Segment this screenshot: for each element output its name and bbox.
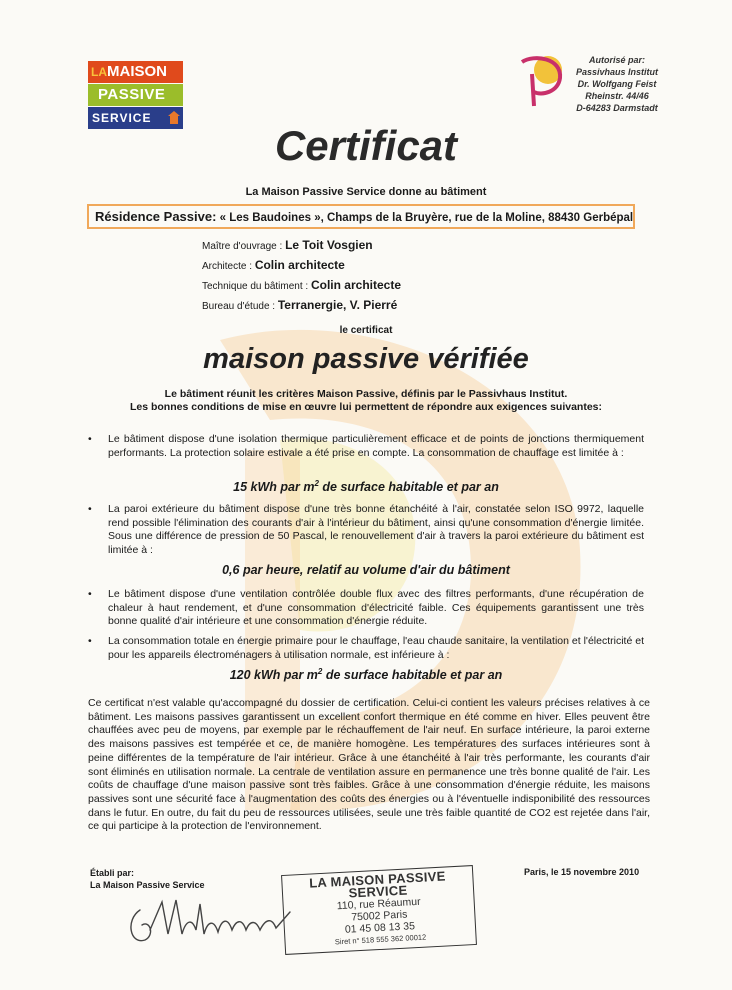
bullet-icon: • bbox=[88, 433, 92, 445]
page-title: Certificat bbox=[274, 122, 458, 169]
issued-by-value: La Maison Passive Service bbox=[90, 880, 205, 890]
issued-by bbox=[90, 867, 205, 891]
highlight-sup: 2 bbox=[317, 667, 323, 676]
list-item bbox=[88, 433, 644, 460]
bullet-icon: • bbox=[88, 588, 92, 600]
le-certificat-label: le certificat bbox=[339, 325, 393, 336]
highlight-heating bbox=[0, 479, 732, 494]
authorization-block bbox=[562, 54, 672, 114]
highlight-text: de surface habitable et par an bbox=[318, 480, 499, 495]
lead-text bbox=[90, 388, 642, 414]
auth-line: Rheinstr. 44/46 bbox=[585, 91, 649, 101]
bullet-text: Le bâtiment dispose d'une isolation thermique particulièrement efficace et de points de jonctions thermiquement performants. La protection solaire estivale a été prise en compte. La consommation de chauffage est limitée à : bbox=[108, 433, 644, 459]
auth-line: D-64283 Darmstadt bbox=[576, 103, 658, 113]
highlight-airtightness: 0,6 par heure, relatif au volume d'air du bâtiment bbox=[222, 563, 510, 577]
stamp-line: 75002 Paris bbox=[351, 908, 408, 924]
logo-passive: PASSIVE bbox=[88, 84, 183, 106]
project-info bbox=[202, 236, 401, 316]
info-value: Colin architecte bbox=[254, 258, 345, 272]
highlight-primary-energy bbox=[0, 667, 732, 682]
issued-by-label: Établi par: bbox=[90, 868, 135, 878]
highlight-text: 15 kWh par m bbox=[233, 480, 315, 495]
maison-passive-logo bbox=[88, 61, 186, 131]
info-row bbox=[202, 236, 401, 256]
issue-date: Paris, le 15 novembre 2010 bbox=[524, 867, 640, 877]
bullet-icon: • bbox=[88, 503, 92, 515]
list-item bbox=[88, 503, 644, 557]
info-row bbox=[202, 296, 401, 316]
handwritten-signature bbox=[120, 890, 300, 952]
residence-box bbox=[87, 204, 635, 229]
stamp-line: 01 45 08 13 35 bbox=[344, 920, 416, 936]
info-value: Le Toit Vosgien bbox=[285, 238, 373, 252]
info-row bbox=[202, 256, 401, 276]
info-row bbox=[202, 276, 401, 296]
info-label: Bureau d'étude : bbox=[202, 301, 276, 312]
bullet-icon: • bbox=[88, 635, 92, 647]
logo-la: LA bbox=[91, 65, 107, 79]
certificate-subtitle: maison passive vérifiée bbox=[203, 343, 529, 375]
auth-line: Passivhaus Institut bbox=[575, 67, 659, 77]
stamp-line: LA MAISON PASSIVE SERVICE bbox=[308, 868, 446, 901]
stamp-line: 110, rue Réaumur bbox=[336, 895, 421, 913]
info-value: Colin architecte bbox=[310, 278, 401, 292]
info-value: Terranergie, V. Pierré bbox=[277, 298, 398, 312]
info-label: Architecte : bbox=[202, 261, 253, 272]
residence-value: « Les Baudoines », Champs de la Bruyère, rue de la Moline, 88430 Gerbépal bbox=[219, 212, 634, 224]
bullet-text: Le bâtiment dispose d'une ventilation contrôlée double flux avec des filtres performants, d'une récupération de chaleur à haut rendement, et d'une consommation d'électricité faible. Ces équipements garantissent une très bonne qualité d'air intérieure et une consommation d'énergie réduite. bbox=[108, 588, 644, 627]
body-paragraph: Ce certificat n'est valable qu'accompagné du dossier de certification. Celui-ci contient les valeurs précises relatives à ce bâtiment. Les maisons passives garantissent un excellent confort thermique en été comme en hiver. Elles peuvent être chauffées avec peu de moyens, par exemple par le réchauffement de l'air neuf. En surface intérieure, la paroi externe des maisons passives est tempérée et ce, de manière homogène. Les températures des surfaces intérieures sont à peine différentes de la température de l'air intérieur. Grâce à une étanchéité à l'air très performante, les courants d'air sont éliminés en utilisation normale. La centrale de ventilation assure en permanence une très bonne qualité de l'air. Les coûts de chauffage d'une maison passive sont très faibles. Grâce à une consommation d'énergie réduite, les maisons passives sont une sécurité face à l'augmentation des coûts des énergies ou à l'éventuelle indisponibilité des ressources dans le futur. En outre, du fait du peu de ressources utilisées, seule une très faible quantité de CO2 est rejetée dans l'air, ce qui participe à la protection de l'environnement. bbox=[88, 697, 650, 833]
highlight-text: de surface habitable et par an bbox=[322, 668, 503, 683]
logo-service: SERVICE bbox=[92, 111, 152, 125]
intro-line: La Maison Passive Service donne au bâtiment bbox=[245, 186, 487, 198]
bullet-text: La consommation totale en énergie primaire pour le chauffage, l'eau chaude sanitaire, la ventilation et l'électricité et pour les appareils électroménagers à utilisation normale, est inférieure à : bbox=[108, 635, 644, 661]
list-item bbox=[88, 635, 644, 662]
company-stamp bbox=[281, 865, 477, 955]
info-label: Maître d'ouvrage : bbox=[202, 241, 283, 252]
bullet-text: La paroi extérieure du bâtiment dispose d'une très bonne étanchéité à l'air, constatée selon ISO 9972, laquelle rend possible l'élimination des courants d'air à l'intérieur du bâtiment, ainsi qu'une consommation d'énergie limitée. Sous une différence de pression de 50 Pascal, le renouvellement d'air à travers la paroi extérieure du bâtiment est limitée à : bbox=[108, 503, 644, 556]
lead-line: Les bonnes conditions de mise en œuvre lui permettent de répondre aux exigences suivantes: bbox=[129, 401, 603, 413]
list-item bbox=[88, 588, 644, 629]
logo-maison: MAISON bbox=[107, 63, 167, 80]
info-label: Technique du bâtiment : bbox=[202, 281, 309, 292]
lead-line: Le bâtiment réunit les critères Maison Passive, définis par le Passivhaus Institut. bbox=[164, 388, 568, 400]
highlight-text: 120 kWh par m bbox=[229, 668, 318, 683]
residence-label: Résidence Passive: bbox=[95, 209, 217, 224]
auth-line: Dr. Wolfgang Feist bbox=[577, 79, 657, 89]
highlight-sup: 2 bbox=[314, 479, 319, 488]
auth-line: Autorisé par: bbox=[588, 55, 645, 65]
stamp-line: Siret n° 518 555 362 00012 bbox=[334, 932, 427, 947]
